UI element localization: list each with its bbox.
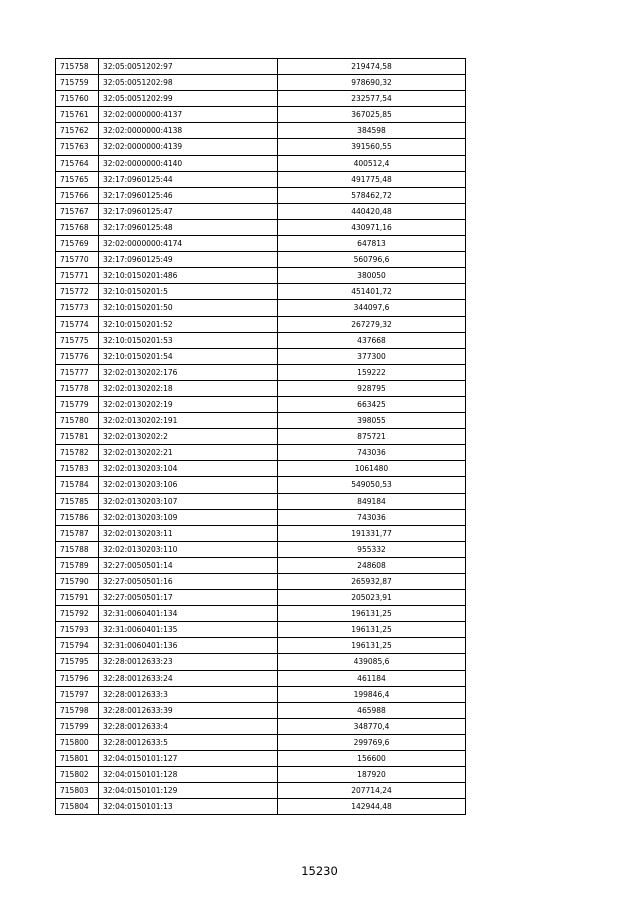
cadastral-number-cell: 32:02:0130203:110 xyxy=(99,541,278,557)
cadastral-value-cell: 437668 xyxy=(278,332,466,348)
table-row xyxy=(56,139,466,155)
cadastral-number-cell: 32:27:0050501:17 xyxy=(99,590,278,606)
table-row xyxy=(56,525,466,541)
table-row xyxy=(56,396,466,412)
cadastral-value-cell: 743036 xyxy=(278,509,466,525)
table-row xyxy=(56,123,466,139)
row-number-cell: 715765 xyxy=(56,171,99,187)
row-number-cell: 715777 xyxy=(56,364,99,380)
cadastral-value-cell: 1061480 xyxy=(278,461,466,477)
cadastral-number-cell: 32:17:0960125:49 xyxy=(99,252,278,268)
table-row xyxy=(56,541,466,557)
table-row xyxy=(56,718,466,734)
table-row xyxy=(56,734,466,750)
row-number-cell: 715773 xyxy=(56,300,99,316)
cadastral-number-cell: 32:02:0130202:176 xyxy=(99,364,278,380)
cadastral-value-cell: 344097,6 xyxy=(278,300,466,316)
row-number-cell: 715774 xyxy=(56,316,99,332)
table-row xyxy=(56,284,466,300)
cadastral-value-cell: 400512,4 xyxy=(278,155,466,171)
cadastral-value-cell: 248608 xyxy=(278,557,466,573)
row-number-cell: 715783 xyxy=(56,461,99,477)
table-row xyxy=(56,477,466,493)
table-row xyxy=(56,300,466,316)
cadastral-value-cell: 743036 xyxy=(278,445,466,461)
table-row xyxy=(56,107,466,123)
row-number-cell: 715766 xyxy=(56,187,99,203)
row-number-cell: 715792 xyxy=(56,606,99,622)
cadastral-value-cell: 187920 xyxy=(278,767,466,783)
table-row xyxy=(56,91,466,107)
cadastral-value-cell: 451401,72 xyxy=(278,284,466,300)
row-number-cell: 715785 xyxy=(56,493,99,509)
cadastral-number-cell: 32:02:0130202:191 xyxy=(99,413,278,429)
table-row xyxy=(56,557,466,573)
cadastral-number-cell: 32:27:0050501:14 xyxy=(99,557,278,573)
table-row xyxy=(56,429,466,445)
cadastral-value-cell: 191331,77 xyxy=(278,525,466,541)
cadastral-value-cell: 391560,55 xyxy=(278,139,466,155)
row-number-cell: 715799 xyxy=(56,718,99,734)
row-number-cell: 715776 xyxy=(56,348,99,364)
cadastral-number-cell: 32:17:0960125:47 xyxy=(99,203,278,219)
cadastral-value-cell: 849184 xyxy=(278,493,466,509)
cadastral-value-cell: 491775,48 xyxy=(278,171,466,187)
row-number-cell: 715767 xyxy=(56,203,99,219)
table-row xyxy=(56,702,466,718)
row-number-cell: 715795 xyxy=(56,654,99,670)
cadastral-number-cell: 32:27:0050501:16 xyxy=(99,574,278,590)
table-row xyxy=(56,461,466,477)
cadastral-value-cell: 578462,72 xyxy=(278,187,466,203)
cadastral-number-cell: 32:31:0060401:135 xyxy=(99,622,278,638)
cadastral-value-cell: 232577,54 xyxy=(278,91,466,107)
cadastral-value-cell: 978690,32 xyxy=(278,75,466,91)
cadastral-number-cell: 32:28:0012633:39 xyxy=(99,702,278,718)
row-number-cell: 715784 xyxy=(56,477,99,493)
table-row xyxy=(56,606,466,622)
cadastral-number-cell: 32:10:0150201:53 xyxy=(99,332,278,348)
table-row xyxy=(56,316,466,332)
table-row xyxy=(56,219,466,235)
cadastral-number-cell: 32:05:0051202:97 xyxy=(99,59,278,75)
cadastral-number-cell: 32:28:0012633:3 xyxy=(99,686,278,702)
table-row xyxy=(56,364,466,380)
cadastral-value-cell: 384598 xyxy=(278,123,466,139)
row-number-cell: 715804 xyxy=(56,799,99,815)
cadastral-value-cell: 267279,32 xyxy=(278,316,466,332)
cadastral-number-cell: 32:10:0150201:5 xyxy=(99,284,278,300)
row-number-cell: 715791 xyxy=(56,590,99,606)
cadastral-number-cell: 32:02:0130203:104 xyxy=(99,461,278,477)
row-number-cell: 715778 xyxy=(56,380,99,396)
cadastral-value-cell: 205023,91 xyxy=(278,590,466,606)
cadastral-number-cell: 32:28:0012633:23 xyxy=(99,654,278,670)
row-number-cell: 715771 xyxy=(56,268,99,284)
cadastral-number-cell: 32:28:0012633:5 xyxy=(99,734,278,750)
row-number-cell: 715772 xyxy=(56,284,99,300)
row-number-cell: 715770 xyxy=(56,252,99,268)
row-number-cell: 715760 xyxy=(56,91,99,107)
cadastral-value-cell: 928795 xyxy=(278,380,466,396)
row-number-cell: 715794 xyxy=(56,638,99,654)
row-number-cell: 715790 xyxy=(56,574,99,590)
cadastral-number-cell: 32:02:0130203:107 xyxy=(99,493,278,509)
table-row xyxy=(56,236,466,252)
row-number-cell: 715782 xyxy=(56,445,99,461)
table-row xyxy=(56,155,466,171)
cadastral-number-cell: 32:31:0060401:134 xyxy=(99,606,278,622)
cadastral-value-cell: 199846,4 xyxy=(278,686,466,702)
cadastral-number-cell: 32:02:0130202:18 xyxy=(99,380,278,396)
row-number-cell: 715779 xyxy=(56,396,99,412)
table-row xyxy=(56,59,466,75)
table-row xyxy=(56,590,466,606)
table-row xyxy=(56,686,466,702)
cadastral-value-cell: 265932,87 xyxy=(278,574,466,590)
row-number-cell: 715787 xyxy=(56,525,99,541)
row-number-cell: 715759 xyxy=(56,75,99,91)
cadastral-value-cell: 461184 xyxy=(278,670,466,686)
row-number-cell: 715768 xyxy=(56,219,99,235)
table-row xyxy=(56,413,466,429)
cadastral-number-cell: 32:10:0150201:486 xyxy=(99,268,278,284)
row-number-cell: 715789 xyxy=(56,557,99,573)
cadastral-value-cell: 207714,24 xyxy=(278,783,466,799)
row-number-cell: 715762 xyxy=(56,123,99,139)
table-row xyxy=(56,493,466,509)
table-row xyxy=(56,767,466,783)
row-number-cell: 715796 xyxy=(56,670,99,686)
cadastral-value-table xyxy=(55,58,466,815)
page-number: 15230 xyxy=(301,864,338,878)
cadastral-number-cell: 32:04:0150101:128 xyxy=(99,767,278,783)
cadastral-number-cell: 32:10:0150201:52 xyxy=(99,316,278,332)
row-number-cell: 715793 xyxy=(56,622,99,638)
cadastral-value-cell: 299769,6 xyxy=(278,734,466,750)
table-row xyxy=(56,252,466,268)
cadastral-value-cell: 196131,25 xyxy=(278,638,466,654)
cadastral-value-cell: 560796,6 xyxy=(278,252,466,268)
cadastral-value-cell: 377300 xyxy=(278,348,466,364)
cadastral-value-cell: 398055 xyxy=(278,413,466,429)
cadastral-number-cell: 32:02:0130202:2 xyxy=(99,429,278,445)
row-number-cell: 715802 xyxy=(56,767,99,783)
cadastral-number-cell: 32:02:0130203:106 xyxy=(99,477,278,493)
row-number-cell: 715780 xyxy=(56,413,99,429)
table-row xyxy=(56,332,466,348)
table-row xyxy=(56,75,466,91)
cadastral-value-cell: 159222 xyxy=(278,364,466,380)
table-row xyxy=(56,799,466,815)
row-number-cell: 715781 xyxy=(56,429,99,445)
cadastral-number-cell: 32:28:0012633:4 xyxy=(99,718,278,734)
cadastral-value-cell: 219474,58 xyxy=(278,59,466,75)
cadastral-number-cell: 32:10:0150201:54 xyxy=(99,348,278,364)
cadastral-number-cell: 32:10:0150201:50 xyxy=(99,300,278,316)
cadastral-number-cell: 32:17:0960125:46 xyxy=(99,187,278,203)
table-row xyxy=(56,380,466,396)
cadastral-number-cell: 32:28:0012633:24 xyxy=(99,670,278,686)
row-number-cell: 715801 xyxy=(56,751,99,767)
cadastral-number-cell: 32:02:0130202:21 xyxy=(99,445,278,461)
cadastral-value-cell: 156600 xyxy=(278,751,466,767)
cadastral-number-cell: 32:02:0130203:11 xyxy=(99,525,278,541)
cadastral-value-cell: 440420,48 xyxy=(278,203,466,219)
cadastral-value-cell: 430971,16 xyxy=(278,219,466,235)
cadastral-value-cell: 367025,85 xyxy=(278,107,466,123)
row-number-cell: 715775 xyxy=(56,332,99,348)
table-row xyxy=(56,654,466,670)
row-number-cell: 715798 xyxy=(56,702,99,718)
cadastral-value-cell: 549050,53 xyxy=(278,477,466,493)
table-row xyxy=(56,171,466,187)
cadastral-value-cell: 647813 xyxy=(278,236,466,252)
row-number-cell: 715803 xyxy=(56,783,99,799)
row-number-cell: 715786 xyxy=(56,509,99,525)
table-row xyxy=(56,751,466,767)
cadastral-number-cell: 32:05:0051202:99 xyxy=(99,91,278,107)
row-number-cell: 715797 xyxy=(56,686,99,702)
table-row xyxy=(56,203,466,219)
table-row xyxy=(56,574,466,590)
table-row xyxy=(56,670,466,686)
table-row xyxy=(56,187,466,203)
cadastral-value-cell: 465988 xyxy=(278,702,466,718)
cadastral-number-cell: 32:02:0000000:4137 xyxy=(99,107,278,123)
cadastral-number-cell: 32:17:0960125:48 xyxy=(99,219,278,235)
row-number-cell: 715758 xyxy=(56,59,99,75)
cadastral-value-cell: 955332 xyxy=(278,541,466,557)
table-row xyxy=(56,268,466,284)
row-number-cell: 715800 xyxy=(56,734,99,750)
cadastral-number-cell: 32:02:0000000:4138 xyxy=(99,123,278,139)
table-row xyxy=(56,622,466,638)
cadastral-number-cell: 32:02:0130203:109 xyxy=(99,509,278,525)
table-row xyxy=(56,638,466,654)
row-number-cell: 715769 xyxy=(56,236,99,252)
table-row xyxy=(56,783,466,799)
row-number-cell: 715788 xyxy=(56,541,99,557)
cadastral-value-cell: 875721 xyxy=(278,429,466,445)
table-row xyxy=(56,509,466,525)
cadastral-number-cell: 32:02:0000000:4174 xyxy=(99,236,278,252)
row-number-cell: 715764 xyxy=(56,155,99,171)
cadastral-number-cell: 32:31:0060401:136 xyxy=(99,638,278,654)
table-body xyxy=(56,59,466,815)
cadastral-number-cell: 32:04:0150101:127 xyxy=(99,751,278,767)
cadastral-value-cell: 142944,48 xyxy=(278,799,466,815)
cadastral-number-cell: 32:17:0960125:44 xyxy=(99,171,278,187)
cadastral-value-cell: 439085,6 xyxy=(278,654,466,670)
cadastral-value-cell: 348770,4 xyxy=(278,718,466,734)
cadastral-value-cell: 196131,25 xyxy=(278,622,466,638)
cadastral-value-cell: 196131,25 xyxy=(278,606,466,622)
cadastral-number-cell: 32:04:0150101:129 xyxy=(99,783,278,799)
row-number-cell: 715761 xyxy=(56,107,99,123)
cadastral-value-cell: 380050 xyxy=(278,268,466,284)
cadastral-number-cell: 32:02:0000000:4140 xyxy=(99,155,278,171)
cadastral-number-cell: 32:05:0051202:98 xyxy=(99,75,278,91)
cadastral-value-cell: 663425 xyxy=(278,396,466,412)
table-row xyxy=(56,348,466,364)
cadastral-number-cell: 32:02:0130202:19 xyxy=(99,396,278,412)
row-number-cell: 715763 xyxy=(56,139,99,155)
cadastral-number-cell: 32:02:0000000:4139 xyxy=(99,139,278,155)
cadastral-number-cell: 32:04:0150101:13 xyxy=(99,799,278,815)
table-row xyxy=(56,445,466,461)
